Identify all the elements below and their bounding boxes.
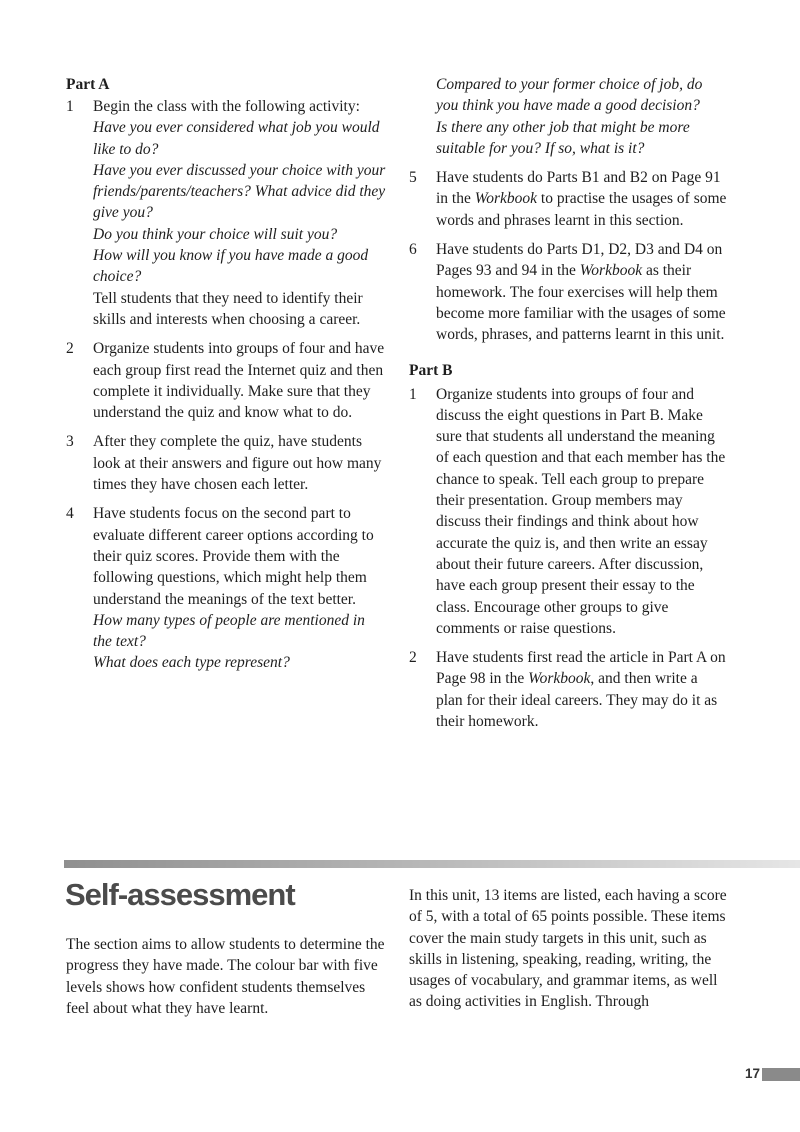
item-text: Organize students into groups of four and have each group first read the Internet quiz and then complete it individually. Make sure that they understand the quiz and know what to do.: [93, 340, 385, 422]
page-number-bar: [762, 1068, 800, 1081]
part-a-item-4-continued: [409, 74, 727, 159]
question: How many types of people are mentioned in the text?: [93, 611, 365, 651]
left-column: [66, 74, 386, 682]
item-text: Have students do Parts B1 and B2 on Page 91 in the Workbook to practise the usages of some words and phrases learnt in this section.: [436, 169, 727, 229]
item-text: Organize students into groups of four and discuss the eight questions in Part B. Make sure that students all understand the meaning of each question and that each member has the chance to speak. Tell each group to prepare their presentation. Group members may discuss their findings and think about how accurate the quiz is, and then write an essay about their future careers. After discussion, have each group present their essay to the class. Encourage other groups to give comments or raise questions.: [436, 385, 726, 637]
item-number: 1: [66, 98, 74, 115]
part-a-item-4: [66, 503, 386, 673]
item-number: 3: [66, 433, 74, 451]
self-assessment-text-left: The section aims to allow students to determine the progress they have made. The colour bar with five levels shows how confident students themselves feel about what they have learnt.: [66, 936, 385, 1017]
question: Is there any other job that might be more suitable for you? If so, what is it?: [436, 118, 690, 157]
item-number: 2: [409, 649, 417, 667]
item-text: Tell students that they need to identify their skills and interests when choosing a career.: [93, 289, 363, 328]
right-column: [409, 74, 727, 740]
part-a-heading: Part A: [66, 76, 110, 93]
item-text: Begin the class with the following activity:: [93, 98, 360, 115]
part-a-item-2: [66, 338, 386, 423]
item-text: Have students first read the article in Part A on Page 98 in the Workbook, and then write a plan for their ideal careers. They may do it as their homework.: [436, 649, 726, 731]
page-number: 17: [744, 1066, 760, 1081]
part-b-item-1: [409, 384, 727, 640]
self-assessment-title: Self-assessment: [65, 877, 295, 912]
part-a-item-1: [66, 96, 386, 330]
self-assessment-text-right: In this unit, 13 items are listed, each having a score of 5, with a total of 65 points possible. These items cover the main study targets in this unit, such as skills in listening, speaking, reading, writing, the usages of vocabulary, and grammar items, as well as doing activities in English. Through: [409, 887, 727, 1011]
question: How will you know if you have made a good choice?: [93, 247, 369, 286]
item-number: 6: [409, 241, 417, 259]
item-number: 4: [66, 505, 74, 523]
question: What does each type represent?: [93, 654, 290, 672]
item-number: 1: [409, 385, 417, 403]
part-b-item-2: [409, 647, 727, 732]
item-number: 2: [66, 340, 74, 358]
part-a-item-6: [409, 239, 727, 345]
part-b-heading: Part B: [409, 361, 453, 379]
item-number: 5: [409, 169, 417, 187]
part-a-item-5: [409, 167, 727, 231]
item-text: Have students do Parts D1, D2, D3 and D4 on Pages 93 and 94 in the Workbook as their homework. The four exercises will help them become more familiar with the usages of some words, phrases, and patterns learnt in this unit.: [436, 241, 726, 344]
item-text: Have students focus on the second part to evaluate different career options according to their quiz scores. Provide them with the following questions, which might help them understand the meanings of the text better.: [93, 505, 374, 608]
section-divider: [64, 860, 800, 868]
question: Do you think your choice will suit you?: [93, 225, 338, 243]
question: Have you ever discussed your choice with your friends/parents/teachers? What advice did they give you?: [93, 161, 386, 222]
part-a-item-3: [66, 431, 386, 495]
question: Compared to your former choice of job, do you think you have made a good decision?: [436, 76, 703, 115]
item-text: After they complete the quiz, have students look at their answers and figure out how many times they have chosen each letter.: [93, 433, 382, 494]
question: Have you ever considered what job you would like to do?: [93, 119, 380, 158]
